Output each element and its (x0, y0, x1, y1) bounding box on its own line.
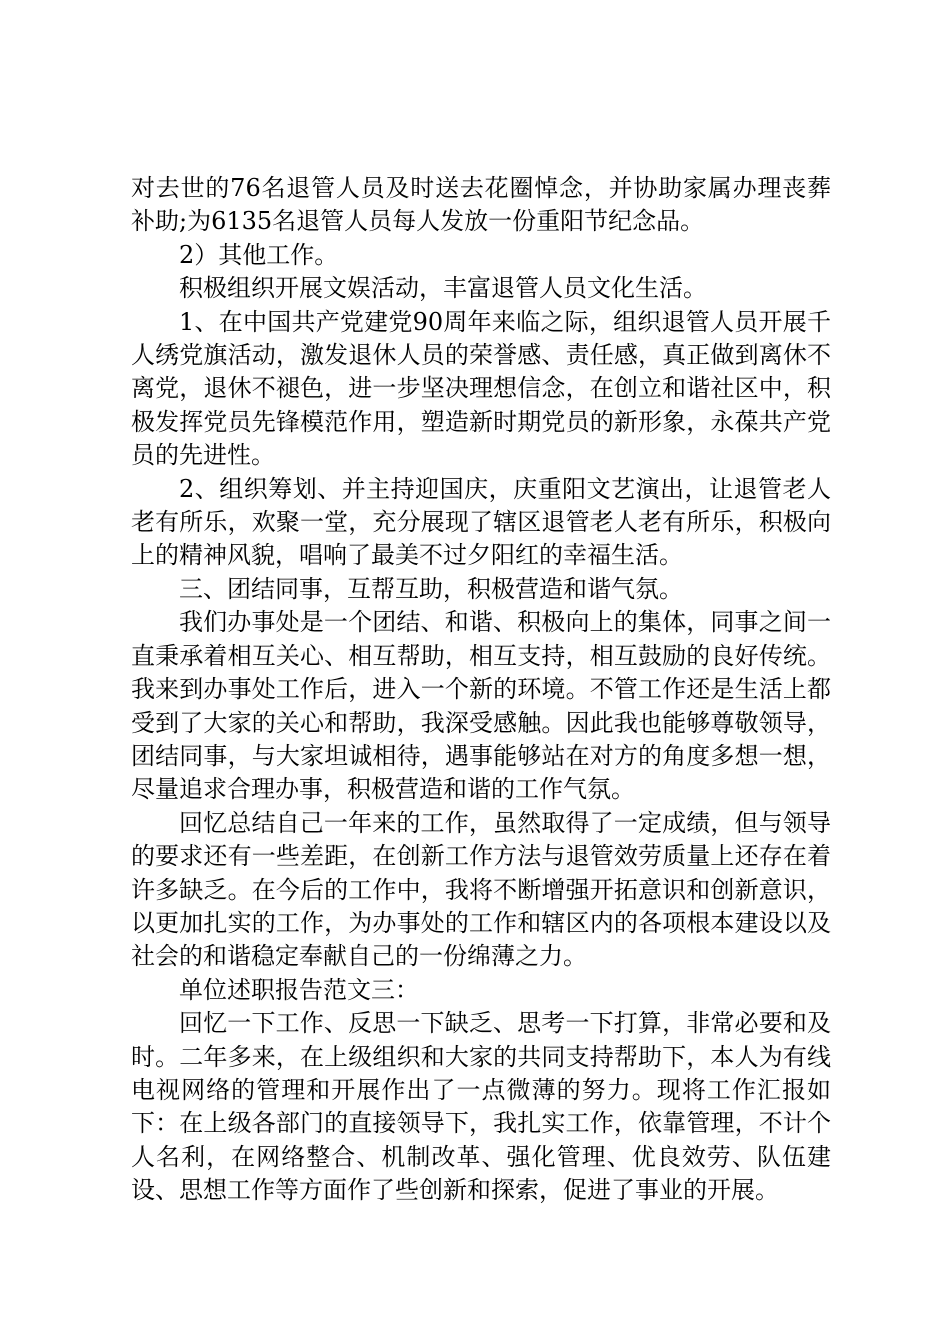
paragraph-item-1: 1、在中国共产党建党90周年来临之际，组织退管人员开展千人绣党旗活动，激发退休人员的荣誉感、责任感，真正做到离休不离党，退休不褪色，进一步坚决理想信念，在创立和谐社区中，积极发挥党员先锋模范作用，塑造新时期党员的新形象，永葆共产党员的先进性。 (131, 307, 831, 470)
paragraph-cultural-activities: 积极组织开展文娱活动，丰富退管人员文化生活。 (179, 274, 707, 303)
paragraph-summary: 回忆总结自己一年来的工作，虽然取得了一定成绩，但与领导的要求还有一些差距，在创新工作方法与退管效劳质量上还存在着许多缺乏。在今后的工作中，我将不断增强开拓意识和创新意识，以更加扎实的工作，为办事处的工作和辖区内的各项根本建设以及社会的和谐稳定奉献自己的一份绵薄之力。 (131, 808, 831, 971)
paragraph-item-2: 2、组织筹划、并主持迎国庆，庆重阳文艺演出，让退管老人老有所乐，欢聚一堂，充分展现了辖区退管老人老有所乐，积极向上的精神风貌，唱响了最美不过夕阳红的幸福生活。 (131, 474, 831, 570)
document-body (131, 172, 831, 1208)
paragraph-other-work-heading: 2）其他工作。 (179, 240, 339, 269)
paragraph-section-3-heading: 三、团结同事，互帮互助，积极营造和谐气氛。 (179, 574, 683, 603)
paragraph-team-harmony: 我们办事处是一个团结、和谐、积极向上的集体，同事之间一直秉承着相互关心、相互帮助，相互支持，相互鼓励的良好传统。我来到办事处工作后，进入一个新的环境。不管工作还是生活上都受到了大家的关心和帮助，我深受感触。因此我也能够尊敬领导，团结同事，与大家坦诚相待，遇事能够站在对方的角度多想一想，尽量追求合理办事，积极营造和谐的工作气氛。 (131, 608, 831, 804)
paragraph-sample-3-body: 回忆一下工作、反思一下缺乏、思考一下打算，非常必要和及时。二年多来，在上级组织和大家的共同支持帮助下，本人为有线电视网络的管理和开展作出了一点微薄的努力。现将工作汇报如下：在上级各部门的直接领导下，我扎实工作，依靠管理，不计个人名利，在网络整合、机制改革、强化管理、优良效劳、队伍建设、思想工作等方面作了些创新和探索，促进了事业的开展。 (131, 1009, 831, 1205)
paragraph-sample-3-heading: 单位述职报告范文三： (179, 975, 419, 1004)
paragraph-continuation: 对去世的76名退管人员及时送去花圈悼念，并协助家属办理丧葬补助;为6135名退管人员每人发放一份重阳节纪念品。 (131, 174, 831, 236)
